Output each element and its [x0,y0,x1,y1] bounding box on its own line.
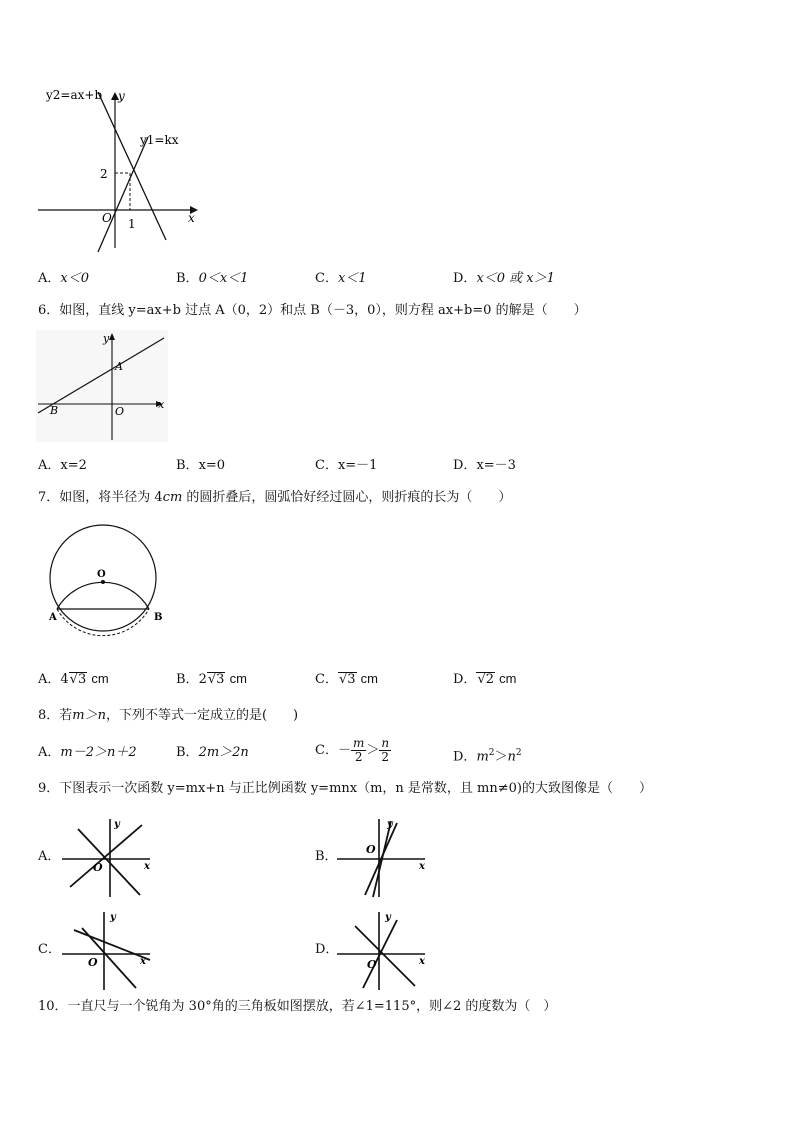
q9d-y-label: y [385,912,391,923]
q5-origin: O [102,211,112,225]
q7-label-b: B [154,612,163,623]
q8-stem: 8．若m＞n，下列不等式一定成立的是( ) [38,708,299,723]
q6-y-label: y [103,332,110,345]
q9-option-c[interactable]: C． [38,942,61,957]
q10-stem: 10．一直尺与一个锐角为 30°角的三角板如图摆放，若∠1=115°，则∠2 的度数为（ ） [38,999,557,1014]
q6-graph [36,330,168,442]
q8-option-c[interactable]: C．－ $\frac{m}{2}$ ＞ $\frac{n}{2}$ [315,736,390,764]
q9-graph-d [335,908,435,993]
q7-stem: 7．如图，将半径为 4cm 的圆折叠后，圆弧恰好经过圆心，则折痕的长为（ ） [38,490,512,505]
q8-option-b[interactable]: B．2m＞2n [176,745,249,760]
q5-option-d[interactable]: D．x＜0 或 x＞1 [453,271,555,286]
q9b-origin: O [366,843,376,856]
q9c-line-1 [74,930,150,960]
q9-option-d[interactable]: D． [315,942,339,957]
q7-original-arc [57,609,149,636]
q9-stem: 9．下图表示一次函数 y=mx+n 与正比例函数 y=mnx（m，n 是常数，且 mn≠0)的大致图像是（ ） [38,781,652,796]
fraction-m-over-2: $\frac{m}{2}$ [352,736,365,764]
q7-option-a[interactable]: A．4√3 cm [38,671,109,687]
q7-center-dot [101,580,105,584]
q9a-x-label: x [144,861,150,872]
q9a-y-label: y [114,819,120,830]
q9-graph-b [335,815,435,900]
q5-y2-label: y2=ax+b [46,88,103,102]
q5-y1-label: y1=kx [140,133,179,147]
q6-option-c[interactable]: C．x=－1 [315,458,378,473]
q9c-x-label: x [140,956,146,967]
q9-graph-a [60,815,160,900]
q5-line-y1 [98,137,148,252]
q5-option-b[interactable]: B．0＜x＜1 [176,271,249,286]
q6-option-a[interactable]: A．x=2 [38,458,87,473]
q6-option-d[interactable]: D．x=－3 [453,458,516,473]
q7-folded-arc [57,582,149,609]
q7-option-d[interactable]: D．√2 cm [453,671,517,687]
q5-tick-2: 2 [100,167,108,181]
q5-x-label: x [188,211,195,225]
q7-option-c[interactable]: C．√3 cm [315,671,379,687]
q9d-origin: O [367,958,377,971]
q7-option-b[interactable]: B．2√3 cm [176,671,247,687]
sqrt-sign: √3 [338,672,356,687]
q9-graph-c [60,908,160,993]
q6-stem: 6．如图，直线 y=ax+b 过点 A（0，2）和点 B（－3，0），则方程 ax+b=0 的解是（ ） [38,303,587,318]
q5-graph [30,80,210,255]
q6-origin: O [115,405,125,418]
sqrt-sign: √3 [69,672,87,687]
sqrt-sign: √3 [207,672,225,687]
q6-x-label: x [158,398,165,411]
q5-option-a[interactable]: A．x＜0 [38,271,89,286]
q9a-line-1 [70,825,142,887]
sqrt-sign: √2 [477,672,495,687]
q6-option-b[interactable]: B．x=0 [176,458,226,473]
q5-option-c[interactable]: C．x＜1 [315,271,367,286]
q8-option-a[interactable]: A．m－2＞n＋2 [38,745,137,760]
q7-center-label: O [97,569,106,580]
q5-y-label: y [118,89,125,103]
q9-option-a[interactable]: A． [38,849,61,864]
fraction-n-over-2: $\frac{n}{2}$ [381,736,390,764]
q9b-y-label: y [387,819,393,830]
q7-figure [42,518,172,644]
q9c-origin: O [88,956,98,969]
q9a-line-2 [78,829,140,895]
q9a-origin: O [93,861,103,874]
q9-option-b[interactable]: B． [315,849,338,864]
q5-tick-1: 1 [128,217,136,231]
q9d-line-2 [355,926,415,986]
q6-point-a: A [115,360,123,373]
q7-label-a: A [49,612,57,623]
q6-point-b: B [50,404,59,417]
q9b-x-label: x [419,861,425,872]
q9d-x-label: x [419,956,425,967]
q8-option-d[interactable]: D．$m^2>n^2$ [453,748,522,765]
q9c-y-label: y [110,912,116,923]
